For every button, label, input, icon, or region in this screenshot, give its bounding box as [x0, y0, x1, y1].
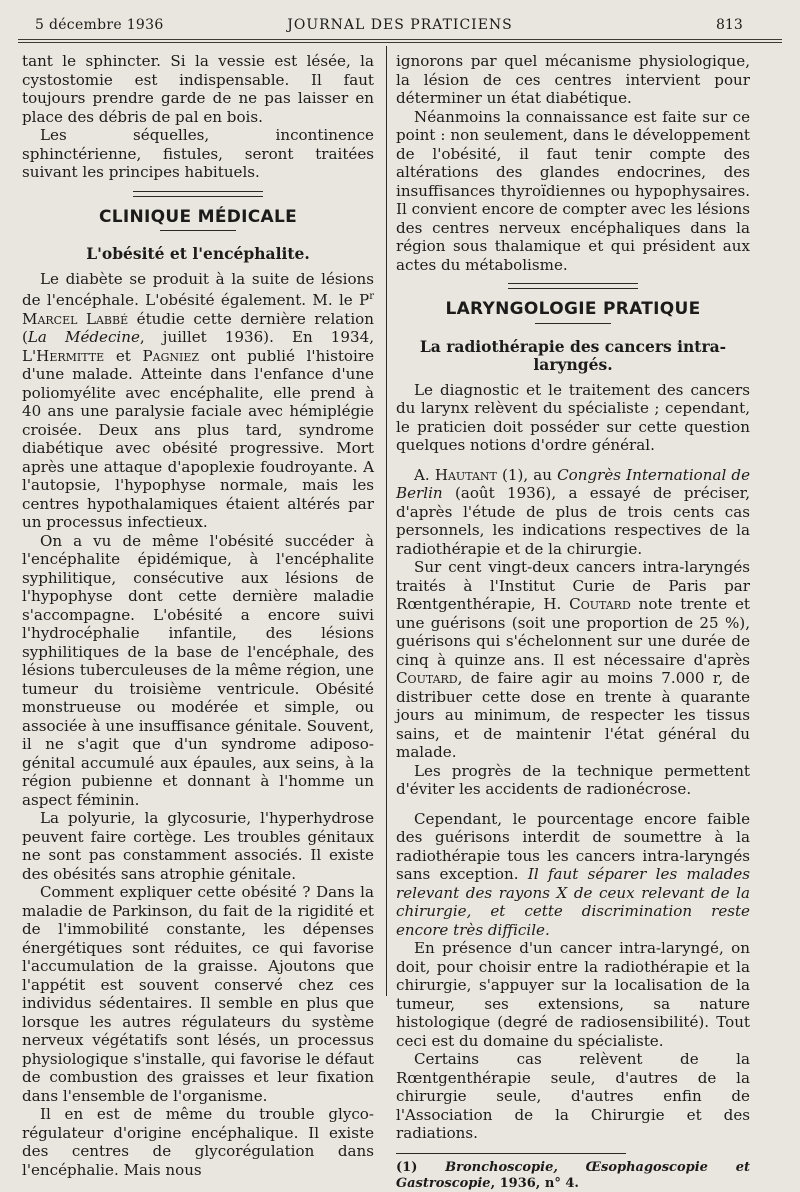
- article-paragraph-4: Comment expliquer cette obésité ? Dans la maladie de Parkinson, du fait de la rigidité et de l'immobilité constante, les dépenses énergétiques sont réduites, ce qui favorise l'accumulation de la graisse. Ajoutons que l'appétit est souvent conservé chez ces individus sédentaires. Il semble en plus que lorsque les autres régulateurs du système nerveux végétatifs sont lésés, un processus physiologique s'installe, qui favorise le défaut de combustion des graisses et leur fixation dans l'ensemble de l'organisme.: [22, 883, 374, 1105]
- conclusion-paragraph: Néanmoins la connaissance est faite sur ce point : non seulement, dans le développement de l'obésité, il faut tenir compte des altérations des glandes endocrines, des insuffisances thyroïdiennes ou hypophysaires. Il convient encore de compter avec les lésions des centres nerveux encéphaliques dans la région sous thalamique et qui président aux actes du métabolisme.: [396, 107, 750, 274]
- section-underline: [535, 323, 611, 324]
- article-title-radiotherapie: La radiothérapie des cancers intra-laryngés.: [419, 336, 727, 374]
- intro-paragraph-1: tant le sphincter. Si la vessie est lésée, la cystostomie est indispensable. Il faut toujours prendre garde de ne pas laisser en place des débris de pal en bois.: [22, 52, 374, 126]
- page-number: 813: [716, 17, 743, 33]
- continued-paragraph: ignorons par quel mécanisme physiologique, la lésion de ces centres intervient pour déterminer un état diabétique.: [396, 52, 750, 107]
- article-title-obesite: L'obésité et l'encéphalite.: [86, 244, 310, 263]
- article-paragraph-7: Certains cas relèvent de la Rœntgenthérapie seule, d'autres de la chirurgie seule, d'autres enfin de l'Association de la Chirurgie et des radiations.: [396, 1050, 750, 1142]
- header-rule-lower: [18, 42, 782, 43]
- column-divider: [386, 46, 387, 996]
- header-date: 5 décembre 1936: [35, 17, 164, 33]
- section-underline: [160, 230, 236, 231]
- article-paragraph-4: Les progrès de la technique permettent d'éviter les accidents de radionécrose.: [396, 761, 750, 798]
- section-title-clinique: CLINIQUE MÉDICALE: [98, 206, 298, 227]
- section-double-rule: [508, 283, 638, 289]
- footnote: (1) Bronchoscopie, Œsophagoscopie et Gastroscopie, 1936, n° 4.: [396, 1159, 750, 1191]
- article-paragraph-2: A. Hautant (1), au Congrès International de Berlin (août 1936), a essayé de préciser, d'après l'étude de plus de trois cents cas personnels, les indications respectives de la radiothérapie et de la chirurgie.: [396, 465, 751, 558]
- article-paragraph-1: Le diabète se produit à la suite de lésions de l'encéphale. L'obésité également. M. le $P^r$ Marcel Labbé étudie cette dernière relation (La Médecine, juillet 1936). En 1934, L'Hermitte et Pagniez ont publié l'histoire d'une malade. Atteinte dans l'enfance d'une poliomyélite avec encéphalite, elle prend à 40 ans une paralysie faciale avec hémiplégie croisée. Deux ans plus tard, syndrome diabétique avec obésité progressive. Mort après une attaque d'apoplexie foudroyante. A l'autopsie, l'hypophyse normale, mais les centres hypothalamiques étaient altérés par un processus infectieux.: [22, 269, 374, 532]
- article-paragraph-5: Il en est de même du trouble glyco-régulateur d'origine encéphalique. Il existe des centres de glycorégulation dans l'encéphalie. Mais nous: [22, 1105, 374, 1179]
- article-paragraph-3: La polyurie, la glycosurie, l'hyperhydrose peuvent faire cortège. Les troubles génitaux ne sont pas constamment associés. Il existe des obésités sans atrophie génitale.: [22, 809, 374, 883]
- journal-title: JOURNAL DES PRATICIENS: [287, 17, 513, 33]
- footnote-rule: [396, 1153, 626, 1154]
- header-rule: [18, 39, 782, 40]
- page-header: [0, 0, 800, 46]
- right-column: [396, 52, 750, 1192]
- article-paragraph-2: On a vu de même l'obésité succéder à l'encéphalite épidémique, à l'encéphalite syphilitique, consécutive aux lésions de l'hypophyse dont cette dernière maladie s'accompagne. L'obésité a encore suivi l'hydrocéphalie infantile, des lésions syphilitiques de la base de l'encéphale, des lésions tuberculeuses de la même région, une tumeur du troisième ventricule. Obésité monstrueuse ou modérée et simple, ou associée à une insuffisance génitale. Souvent, il ne s'agit que d'un syndrome adiposo-génital accumulé aux épaules, aux seins, à la région pubienne et donnant à l'homme un aspect féminin.: [22, 531, 374, 809]
- section-title-laryngologie: LARYNGOLOGIE PRATIQUE: [445, 299, 701, 319]
- article-paragraph-1: Le diagnostic et le traitement des cancers du larynx relèvent du spécialiste ; cependant, le praticien doit posséder sur cette question quelques notions d'ordre général.: [396, 380, 750, 454]
- section-double-rule: [133, 191, 263, 197]
- left-column: [22, 52, 374, 1179]
- article-paragraph-5: Cependant, le pourcentage encore faible des guérisons interdit de soumettre à la radiothérapie tous les cancers intra-laryngés sans exception. Il faut séparer les malades relevant des rayons X de ceux relevant de la chirurgie, et cette discrimination reste encore très difficile.: [396, 809, 750, 939]
- article-paragraph-3: Sur cent vingt-deux cancers intra-laryngés traités à l'Institut Curie de Paris par Rœntgenthérapie, H. Coutard note trente et une guérisons (soit une proportion de 25 %), guérisons qui s'échelonnent sur une durée de cinq à quinze ans. Il est nécessaire d'après Coutard, de faire agir au moins 7.000 r, de distribuer cette dose en trente à quarante jours au minimum, de respecter les tissus sains, et de maintenir l'état général du malade.: [396, 558, 750, 761]
- intro-paragraph-2: Les séquelles, incontinence sphinctérienne, fistules, seront traitées suivant les principes habituels.: [22, 126, 374, 181]
- article-paragraph-6: En présence d'un cancer intra-laryngé, on doit, pour choisir entre la radiothérapie et la chirurgie, s'appuyer sur la localisation de la tumeur, ses extensions, sa nature histologique (degré de radiosensibilité). Tout ceci est du domaine du spécialiste.: [396, 939, 750, 1050]
